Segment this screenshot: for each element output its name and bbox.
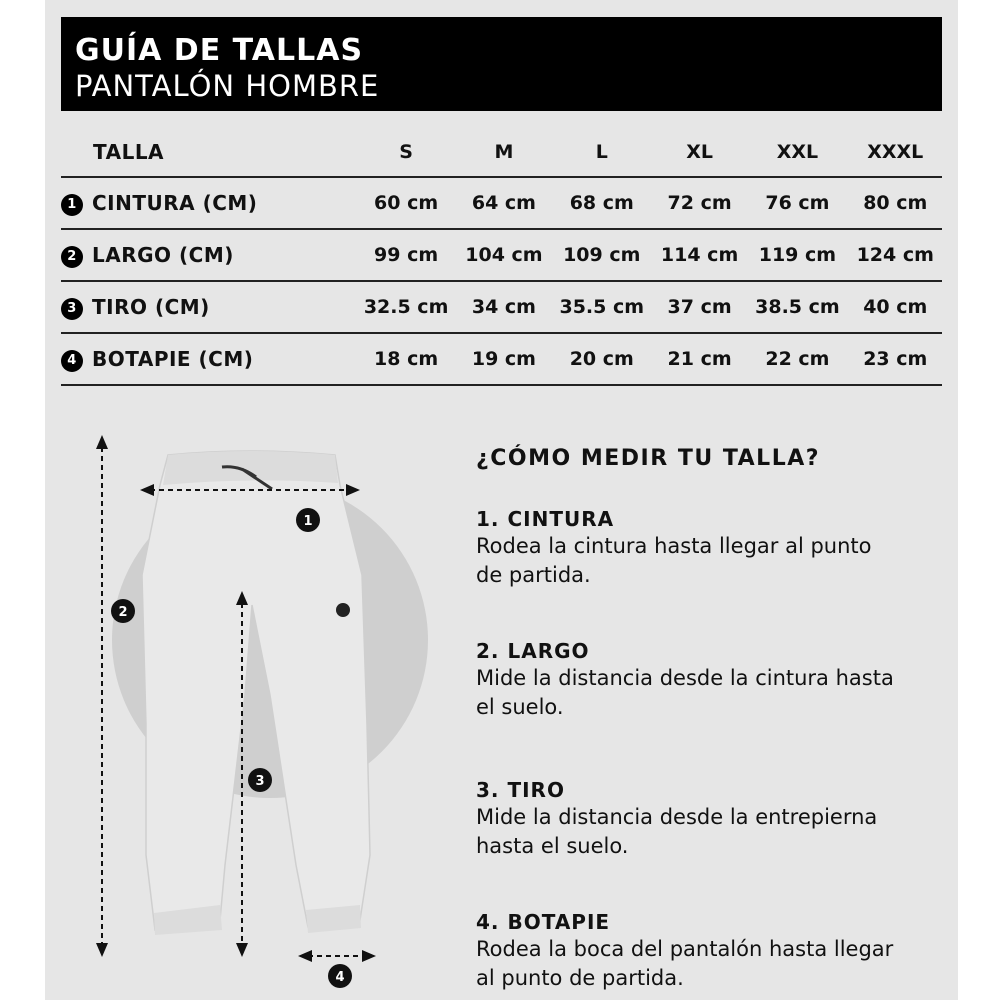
- step-tiro: [476, 777, 956, 861]
- marker-label: 1: [303, 514, 313, 529]
- table-cell: 32.5 cm: [363, 296, 449, 318]
- row-label: [61, 281, 355, 333]
- table-cell: 38.5 cm: [755, 296, 840, 318]
- table-cell: 19 cm: [471, 348, 536, 370]
- table-cell: 80 cm: [863, 192, 928, 214]
- table-cell: 34 cm: [471, 296, 536, 318]
- table-cell: 114 cm: [660, 244, 739, 266]
- number-badge-icon: 2: [61, 246, 83, 268]
- step-text-line: Rodea la boca del pantalón hasta llegar: [476, 937, 894, 961]
- size-header-xl: XL: [686, 140, 713, 163]
- step-text-line: el suelo.: [476, 695, 564, 719]
- marker-4: [328, 964, 352, 988]
- size-table-header: [61, 127, 942, 177]
- marker-3: [248, 768, 272, 792]
- table-cell: 76 cm: [765, 192, 830, 214]
- step-text-line: hasta el suelo.: [476, 834, 629, 858]
- step-text-line: de partida.: [476, 563, 591, 587]
- table-cell: 23 cm: [863, 348, 928, 370]
- table-cell: 37 cm: [667, 296, 732, 318]
- table-cell: 60 cm: [374, 192, 439, 214]
- arrow-head-icon: [236, 943, 248, 957]
- page-subtitle: PANTALÓN HOMBRE: [75, 69, 380, 103]
- step-title: 1. CINTURA: [476, 507, 615, 531]
- table-cell: 119 cm: [758, 244, 837, 266]
- step-text-line: al punto de partida.: [476, 966, 684, 990]
- table-cell: 20 cm: [569, 348, 634, 370]
- table-cell: 18 cm: [374, 348, 439, 370]
- table-cell: 72 cm: [667, 192, 732, 214]
- arrow-head-icon: [96, 435, 108, 449]
- row-label-text: TIRO (CM): [92, 294, 210, 319]
- marker-label: 4: [335, 970, 345, 985]
- table-row-largo: [61, 229, 942, 281]
- marker-label: 2: [118, 605, 128, 620]
- row-label-text: CINTURA (CM): [92, 190, 258, 215]
- page-title: GUÍA DE TALLAS: [75, 33, 364, 68]
- pants-diagram: [60, 425, 460, 1000]
- step-text-line: Rodea la cintura hasta llegar al punto: [476, 534, 872, 558]
- table-row-botapie: [61, 333, 942, 385]
- size-header-xxxl: XXXL: [867, 140, 924, 163]
- arrow-head-icon: [140, 484, 154, 496]
- arrow-head-icon: [346, 484, 360, 496]
- arrow-head-icon: [96, 943, 108, 957]
- step-title: 3. TIRO: [476, 778, 565, 802]
- size-header-xxl: XXL: [776, 140, 819, 163]
- step-cintura: [476, 506, 956, 590]
- arrow-head-icon: [298, 950, 312, 962]
- step-botapie: [476, 909, 956, 993]
- table-cell: 68 cm: [569, 192, 634, 214]
- size-header-l: L: [595, 140, 608, 163]
- row-label-text: BOTAPIE (CM): [92, 346, 254, 371]
- table-cell: 124 cm: [856, 244, 934, 266]
- marker-label: 3: [255, 774, 265, 789]
- step-text-line: Mide la distancia desde la cintura hasta: [476, 666, 894, 690]
- row-label: [61, 333, 355, 385]
- talla-header: TALLA: [93, 139, 165, 164]
- table-cell: 22 cm: [765, 348, 830, 370]
- number-badge-icon: 3: [61, 298, 83, 320]
- table-cell: 99 cm: [374, 244, 439, 266]
- number-badge-icon: 1: [61, 194, 83, 216]
- title-banner: [61, 17, 942, 111]
- table-cell: 35.5 cm: [559, 296, 645, 318]
- number-badge-icon: 4: [61, 350, 83, 372]
- table-row-cintura: [61, 177, 942, 229]
- step-largo: [476, 638, 956, 722]
- table-row-tiro: [61, 281, 942, 333]
- table-cell: 64 cm: [471, 192, 536, 214]
- table-cell: 21 cm: [667, 348, 732, 370]
- step-text-line: Mide la distancia desde la entrepierna: [476, 805, 878, 829]
- marker-1: [296, 508, 320, 532]
- row-label-text: LARGO (CM): [92, 242, 234, 267]
- how-to-heading: ¿CÓMO MEDIR TU TALLA?: [476, 446, 821, 471]
- table-cell: 104 cm: [465, 244, 543, 266]
- arrow-head-icon: [362, 950, 376, 962]
- how-to-measure: [476, 446, 956, 990]
- step-title: 2. LARGO: [476, 639, 590, 663]
- size-header-m: M: [494, 140, 514, 163]
- table-cell: 109 cm: [563, 244, 641, 266]
- row-label: [61, 177, 355, 229]
- size-header-s: S: [399, 140, 413, 163]
- row-label: [61, 229, 355, 281]
- step-title: 4. BOTAPIE: [476, 910, 611, 934]
- marker-2: [111, 599, 135, 623]
- size-table: [61, 127, 942, 386]
- table-cell: 40 cm: [863, 296, 928, 318]
